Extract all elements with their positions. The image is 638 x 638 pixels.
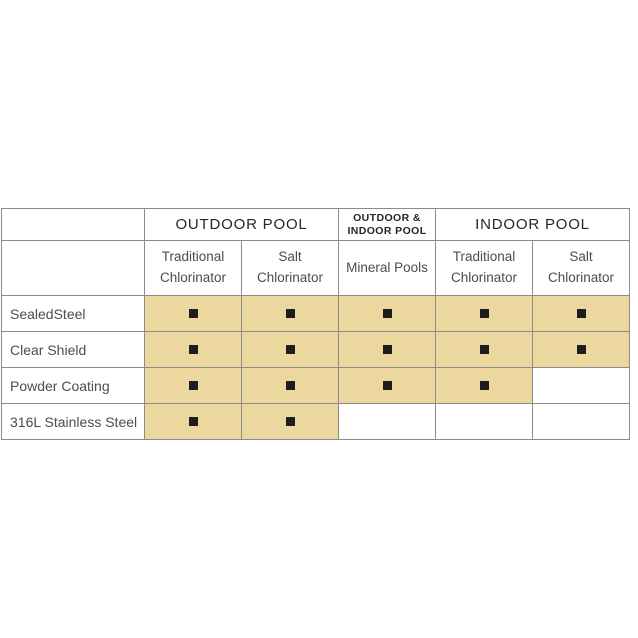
group-header-row [2,209,630,241]
filled-square-icon [189,345,198,354]
cell-316l-traditional-indoor [436,404,533,440]
filled-square-icon [286,309,295,318]
cell-powdercoating-salt-outdoor [242,368,339,404]
filled-square-icon [286,345,295,354]
cell-316l-salt-outdoor [242,404,339,440]
cell-powdercoating-traditional-indoor [436,368,533,404]
column-header-traditional-chlorinator-indoor: Traditional Chlorinator [436,241,533,296]
cell-sealedsteel-mineral [339,296,436,332]
cell-clearshield-salt-outdoor [242,332,339,368]
corner-empty-cell [2,209,145,241]
filled-square-icon [189,381,198,390]
cell-316l-mineral [339,404,436,440]
group-header-outdoor-pool: OUTDOOR POOL [145,209,339,241]
cell-powdercoating-mineral [339,368,436,404]
column-header-row [2,241,630,296]
cell-sealedsteel-salt-indoor [533,296,630,332]
filled-square-icon [383,345,392,354]
group-header-indoor-pool: INDOOR POOL [436,209,630,241]
cell-sealedsteel-salt-outdoor [242,296,339,332]
filled-square-icon [189,309,198,318]
cell-sealedsteel-traditional-outdoor [145,296,242,332]
filled-square-icon [480,345,489,354]
row-label-clear-shield: Clear Shield [2,332,145,368]
table-row-316l-stainless-steel [2,404,630,440]
cell-316l-traditional-outdoor [145,404,242,440]
filled-square-icon [383,309,392,318]
filled-square-icon [189,417,198,426]
row-label-sealedsteel: SealedSteel [2,296,145,332]
cell-316l-salt-indoor [533,404,630,440]
filled-square-icon [383,381,392,390]
row-label-316l-stainless-steel: 316L Stainless Steel [2,404,145,440]
column-header-mineral-pools: Mineral Pools [339,241,436,296]
filled-square-icon [480,381,489,390]
column-header-salt-chlorinator-indoor: Salt Chlorinator [533,241,630,296]
cell-clearshield-mineral [339,332,436,368]
table-row-powder-coating [2,368,630,404]
row-label-powder-coating: Powder Coating [2,368,145,404]
table-row-clear-shield [2,332,630,368]
column-header-traditional-chlorinator-outdoor: Traditional Chlorinator [145,241,242,296]
cell-clearshield-traditional-outdoor [145,332,242,368]
cell-powdercoating-salt-indoor [533,368,630,404]
cell-clearshield-traditional-indoor [436,332,533,368]
filled-square-icon [286,417,295,426]
table-row-sealedsteel [2,296,630,332]
group-header-outdoor-indoor-pool: OUTDOOR & INDOOR POOL [339,209,436,241]
filled-square-icon [286,381,295,390]
cell-clearshield-salt-indoor [533,332,630,368]
cell-powdercoating-traditional-outdoor [145,368,242,404]
filled-square-icon [480,309,489,318]
column-header-salt-chlorinator-outdoor: Salt Chlorinator [242,241,339,296]
cell-sealedsteel-traditional-indoor [436,296,533,332]
feature-comparison-table [1,208,630,440]
filled-square-icon [577,309,586,318]
filled-square-icon [577,345,586,354]
row-label-header-empty-cell [2,241,145,296]
